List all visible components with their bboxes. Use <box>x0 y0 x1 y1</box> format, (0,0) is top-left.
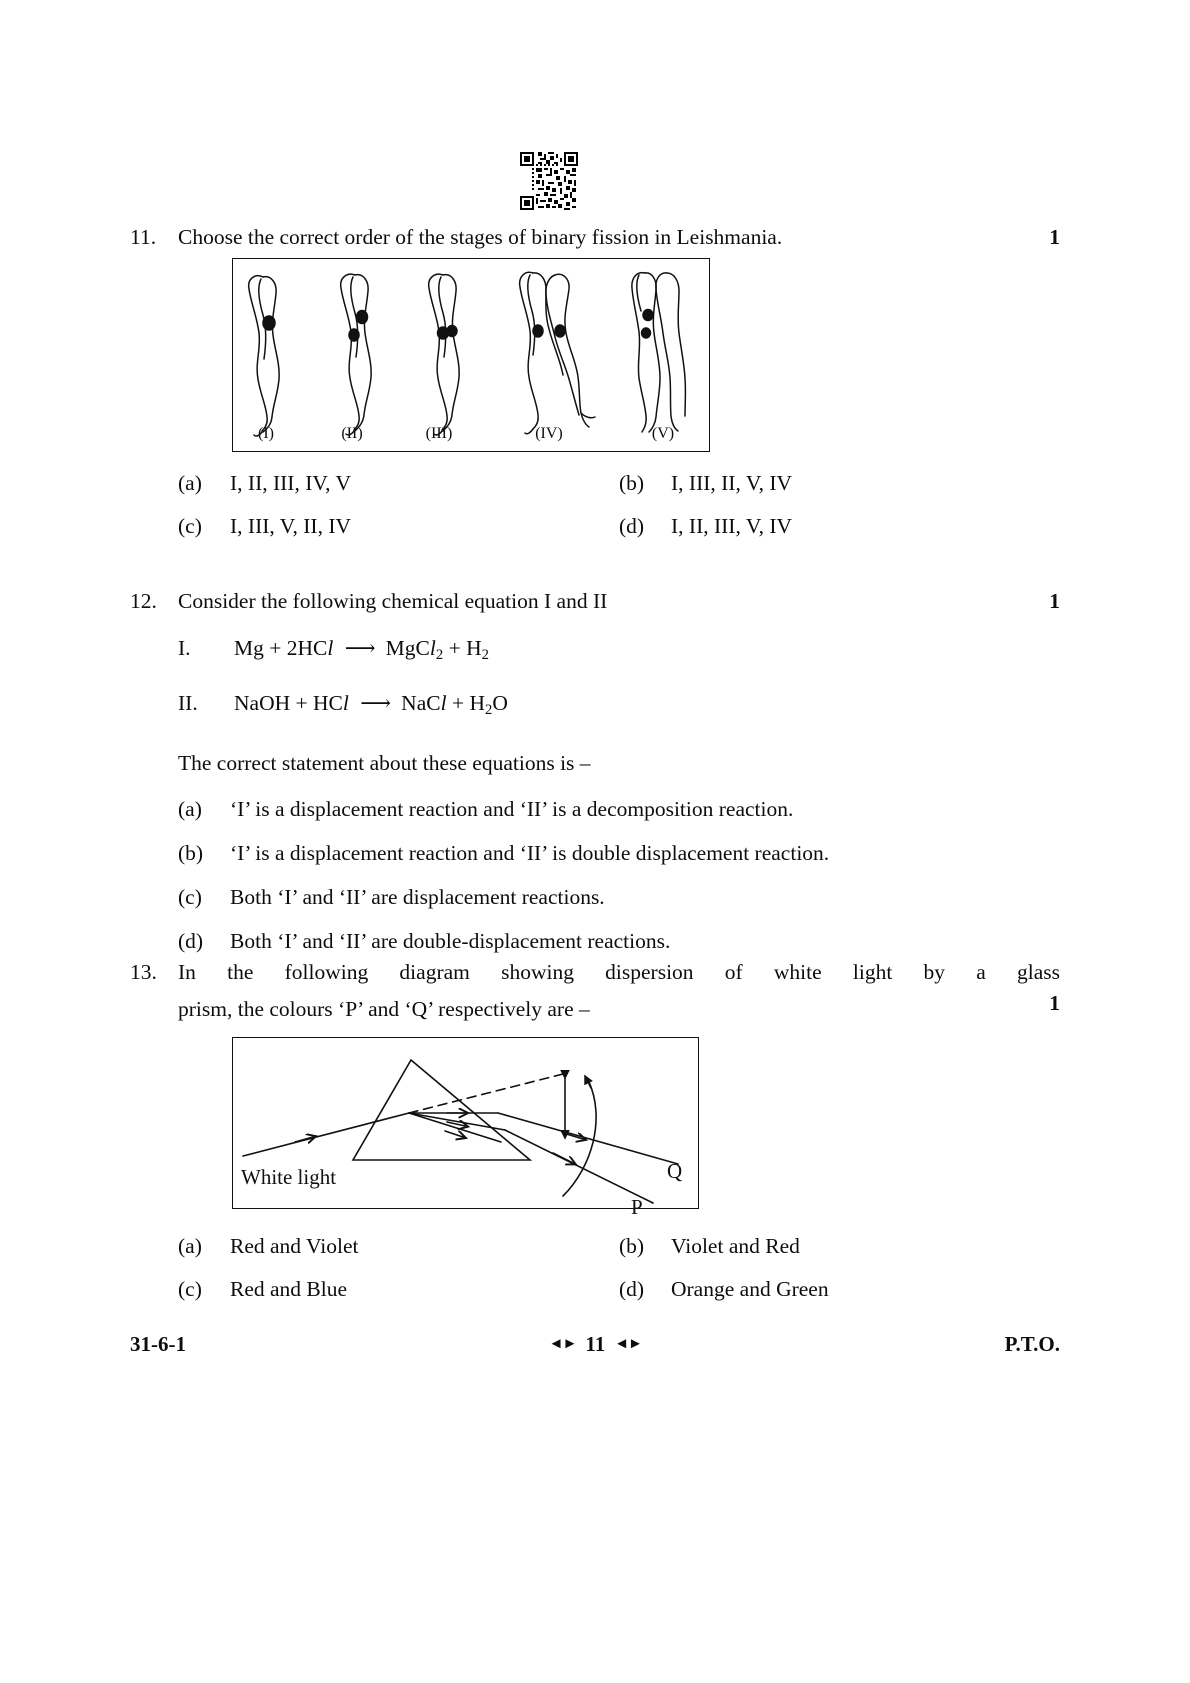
ornament-right-icon: ◄► <box>614 1336 642 1352</box>
option-11-c[interactable] <box>178 505 619 548</box>
question-13-number: 13. <box>130 960 157 984</box>
eq1-product-2: $H_2$ <box>466 636 489 664</box>
option-12-a[interactable] <box>178 787 1060 831</box>
option-12-b-key: (b) <box>178 841 204 866</box>
eq1-arrow: ⟶ <box>344 636 375 661</box>
question-13-marks: 1 <box>1049 991 1060 1016</box>
option-13-d-value: Orange and Green <box>671 1277 829 1301</box>
equation-2-label: II. <box>178 690 198 715</box>
equation-2-body <box>234 686 1060 722</box>
question-11 <box>130 222 1060 253</box>
option-13-d[interactable] <box>619 1268 1060 1311</box>
paper-code: 31-6-1 <box>130 1332 186 1356</box>
equation-1-label: I. <box>178 636 191 661</box>
option-11-a[interactable] <box>178 462 619 505</box>
eq2-arrow: ⟶ <box>360 690 390 715</box>
option-11-b-key: (b) <box>619 471 645 495</box>
option-11-a-key: (a) <box>178 471 202 495</box>
question-12-marks: 1 <box>1049 589 1060 613</box>
option-13-b[interactable] <box>619 1225 1060 1268</box>
leishmania-stage-labels <box>233 425 709 447</box>
question-11-marks: 1 <box>1049 225 1060 249</box>
eq1-reactant-1: Mg <box>234 636 264 661</box>
eq1-product-1: MgCl$_2$ <box>385 636 444 664</box>
white-light-label: White light <box>241 1165 337 1189</box>
option-12-d-key: (d) <box>178 929 204 954</box>
option-12-c-value: Both ‘I’ and ‘II’ are displacement reactions. <box>230 885 605 910</box>
pto-label: P.T.O. <box>1004 1332 1060 1356</box>
question-11-number: 11. <box>130 225 157 249</box>
eq2-product-2: $H_2O$ <box>469 690 508 718</box>
option-11-c-value: I, III, V, II, IV <box>230 514 352 538</box>
ray-q-label: Q <box>667 1159 683 1183</box>
question-13-text-line-2: prism, the colours ‘P’ and ‘Q’ respectively are – <box>178 997 590 1022</box>
prism-dispersion-drawing <box>233 1038 696 1219</box>
eq2-plus-2: + <box>451 690 465 715</box>
leishmania-binary-fission-figure <box>232 258 710 452</box>
option-12-b-value: ‘I’ is a displacement reaction and ‘II’ is double displacement reaction. <box>230 841 830 866</box>
option-11-c-key: (c) <box>178 514 202 538</box>
question-11-text: Choose the correct order of the stages of binary fission in Leishmania. <box>178 225 783 249</box>
option-13-c[interactable] <box>178 1268 619 1311</box>
eq2-reactant-1: NaOH <box>234 690 291 715</box>
option-11-d[interactable] <box>619 505 1060 548</box>
question-13-header <box>130 957 1060 988</box>
question-12-number: 12. <box>130 589 157 613</box>
option-13-b-key: (b) <box>619 1234 645 1258</box>
option-13-b-value: Violet and Red <box>671 1234 800 1258</box>
leishmania-stages-drawing <box>233 259 707 449</box>
eq1-plus-2: + <box>448 636 461 661</box>
ray-p-label: P <box>631 1195 643 1219</box>
question-13-options <box>130 1225 1060 1311</box>
page-footer <box>130 1332 1060 1357</box>
question-13 <box>130 957 1060 1031</box>
question-13-text-line-1: In the following diagram showing dispersion of white light by a glass <box>178 960 1060 984</box>
equation-1 <box>178 631 1060 667</box>
eq1-reactant-2: 2HCl <box>286 636 334 661</box>
option-12-d-value: Both ‘I’ and ‘II’ are double-displacement reactions. <box>230 929 671 954</box>
question-12-text: Consider the following chemical equation I and II <box>178 589 608 613</box>
option-11-d-value: I, II, III, V, IV <box>671 514 793 538</box>
stage-label-5: (V) <box>651 425 675 442</box>
ornament-left-icon: ◄► <box>548 1336 577 1352</box>
eq1-plus-1: + <box>269 636 282 661</box>
option-13-a[interactable] <box>178 1225 619 1268</box>
stage-label-2: (II) <box>341 425 363 442</box>
qr-code-icon <box>520 152 578 210</box>
option-11-a-value: I, II, III, IV, V <box>230 471 352 495</box>
option-13-a-value: Red and Violet <box>230 1234 359 1258</box>
page-number-group <box>549 1332 642 1357</box>
option-11-d-key: (d) <box>619 514 645 538</box>
option-12-a-key: (a) <box>178 797 202 822</box>
option-11-b[interactable] <box>619 462 1060 505</box>
eq2-plus-1: + <box>295 690 308 715</box>
equation-1-body <box>234 631 1060 667</box>
option-12-a-value: ‘I’ is a displacement reaction and ‘II’ is a decomposition reaction. <box>230 797 794 822</box>
stage-label-3: (III) <box>425 425 453 442</box>
option-13-c-value: Red and Blue <box>230 1277 348 1301</box>
page-number: 11 <box>585 1332 606 1356</box>
question-12 <box>130 586 1060 964</box>
option-12-c-key: (c) <box>178 885 202 910</box>
stage-label-4: (IV) <box>535 425 563 442</box>
option-13-a-key: (a) <box>178 1234 202 1258</box>
question-11-options <box>130 462 1060 548</box>
question-12-stem: The correct statement about these equations is – <box>178 751 591 776</box>
question-11-header <box>130 222 1060 253</box>
eq2-reactant-2: HCl <box>313 690 349 715</box>
option-13-d-key: (d) <box>619 1277 645 1301</box>
eq2-product-1: NaCl <box>401 690 447 715</box>
option-11-b-value: I, III, II, V, IV <box>671 471 793 495</box>
option-12-b[interactable] <box>178 831 1060 875</box>
option-13-c-key: (c) <box>178 1277 202 1301</box>
equation-2 <box>178 686 1060 722</box>
prism-dispersion-figure <box>232 1037 699 1219</box>
stage-label-1: (I) <box>258 425 274 442</box>
option-12-c[interactable] <box>178 875 1060 919</box>
question-12-header <box>130 586 1060 617</box>
